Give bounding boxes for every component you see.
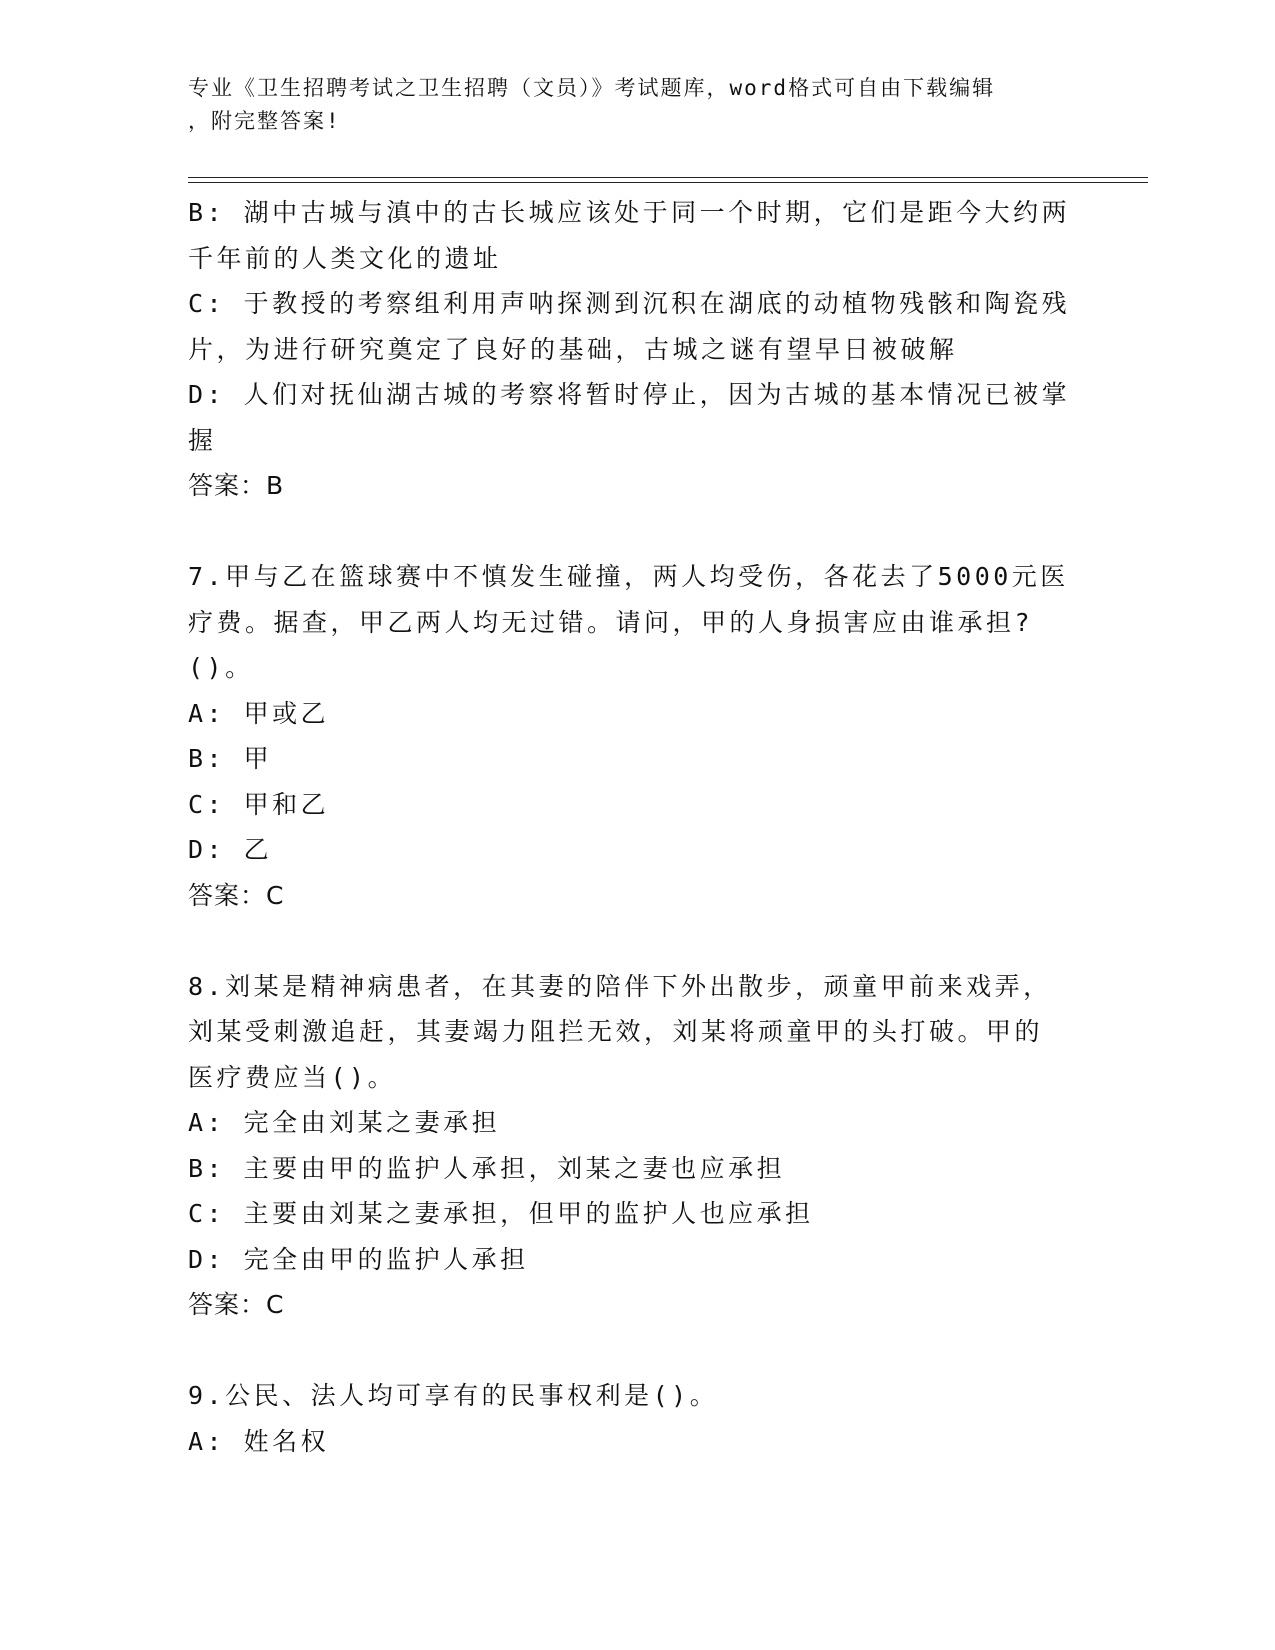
option-a: A: 姓名权 xyxy=(188,1426,330,1456)
header-divider-top xyxy=(188,177,1148,178)
option-c-line-1: C: 于教授的考察组利用声呐探测到沉积在湖底的动植物残骸和陶瓷残 xyxy=(188,289,1071,318)
spacer xyxy=(188,1328,1068,1374)
question-stem-line-3: 医疗费应当()。 xyxy=(188,1062,397,1092)
question-stem-line-3: ()。 xyxy=(188,653,254,682)
option-a: A: 完全由刘某之妻承担 xyxy=(188,1108,501,1137)
option-b: B: 主要由甲的监护人承担，刘某之妻也应承担 xyxy=(188,1153,786,1183)
question-9 xyxy=(188,1373,1068,1464)
option-b-line-2: 千年前的人类文化的遗址 xyxy=(188,243,502,273)
option-d-line-2: 握 xyxy=(188,425,217,455)
question-content xyxy=(188,190,1071,1464)
question-8 xyxy=(188,964,1068,1328)
spacer xyxy=(188,918,1068,964)
header-divider-bottom xyxy=(188,182,1148,183)
option-c-line-2: 片，为进行研究奠定了良好的基础，古城之谜有望早日被破解 xyxy=(188,334,958,364)
option-c: C: 甲和乙 xyxy=(188,789,330,819)
question-7 xyxy=(188,554,1068,918)
option-b: B: 甲 xyxy=(188,744,273,773)
question-stem-line-2: 刘某受刺激追赶，其妻竭力阻拦无效，刘某将顽童甲的头打破。甲的 xyxy=(188,1017,1044,1046)
question-stem-line-1: 9.公民、法人均可享有的民事权利是()。 xyxy=(188,1381,719,1410)
option-a: A: 甲或乙 xyxy=(188,698,330,728)
option-d: D: 乙 xyxy=(188,835,273,864)
option-b-line-1: B: 湖中古城与滇中的古长城应该处于同一个时期，它们是距今大约两 xyxy=(188,198,1071,227)
answer: 答案：C xyxy=(188,880,285,910)
option-c: C: 主要由刘某之妻承担，但甲的监护人也应承担 xyxy=(188,1199,814,1228)
answer: 答案：C xyxy=(188,1290,285,1319)
header-line-1: 专业《卫生招聘考试之卫生招聘（文员）》考试题库，word格式可自由下载编辑 xyxy=(188,76,996,100)
question-stem-line-2: 疗费。据查，甲乙两人均无过错。请问，甲的人身损害应由谁承担? xyxy=(188,607,1034,637)
option-d: D: 完全由甲的监护人承担 xyxy=(188,1244,529,1274)
question-stem-line-1: 8.刘某是精神病患者，在其妻的陪伴下外出散步，顽童甲前来戏弄， xyxy=(188,971,1052,1001)
spacer xyxy=(188,509,1068,555)
header-line-2: ，附完整答案! xyxy=(188,109,341,133)
question-stem-line-1: 7.甲与乙在篮球赛中不慎发生碰撞，两人均受伤，各花去了5000元医 xyxy=(188,562,1069,591)
answer: 答案：B xyxy=(188,471,285,500)
option-d-line-1: D: 人们对抚仙湖古城的考察将暂时停止，因为古城的基本情况已被掌 xyxy=(188,380,1071,409)
question-6-continued xyxy=(188,190,1071,509)
document-header xyxy=(188,72,1088,138)
